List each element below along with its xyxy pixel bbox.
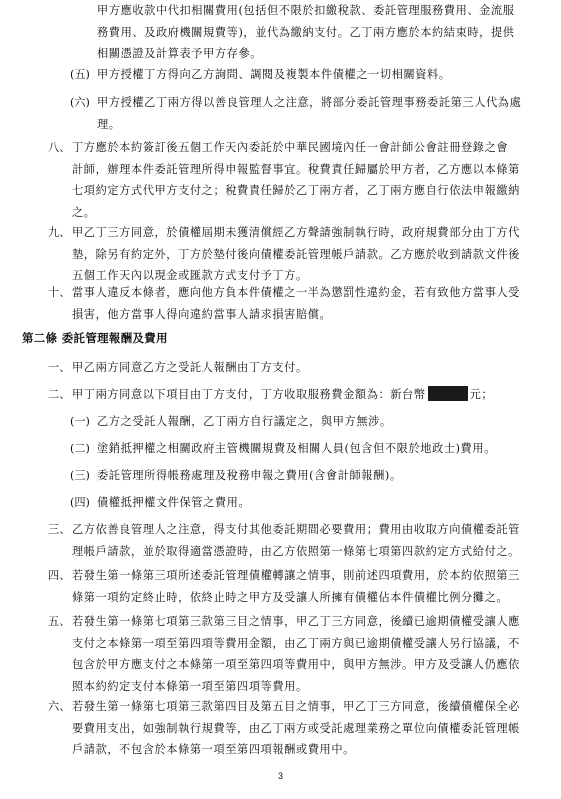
text-line: 包含於甲方應支付之本條第一項至第四項等費用中，與甲方無涉。甲方及受讓人仍應依: [72, 658, 520, 671]
clause-9: [72, 222, 530, 287]
fee-text-before: 甲丁兩方同意以下項目由丁方支付，丁方收取服務費金額為：新台幣: [72, 388, 426, 401]
text-line: 債權抵押權文件保管之費用。: [97, 496, 251, 509]
clause-10: [72, 282, 530, 325]
text-line: 墊，除另有約定外，丁方於墊付後向債權委託管理帳戶請款。乙方應於收到請款文件後: [72, 247, 520, 261]
s2-sub-item-1: [97, 411, 527, 433]
clause-number: 五、: [48, 615, 71, 628]
text-line: [72, 384, 530, 406]
clause-number: 八、: [48, 141, 71, 154]
item-number: (二): [70, 442, 90, 455]
clause-number: 四、: [48, 569, 71, 582]
text-line: 條第一項約定終止時，依終止時之甲方及受讓人所擁有債權佔本件債權比例分攤之。: [72, 590, 509, 604]
text-line: 損害，他方當事人得向違約當事人請求損害賠償。: [72, 307, 332, 321]
page-number: 3: [277, 771, 283, 781]
text-line: 乙方依善良管理人之注意，得支付其他委託期間必要費用；費用由收取方向債權委託管: [72, 523, 520, 536]
s2-clause-3: [72, 519, 530, 562]
clause-number: 二、: [48, 388, 71, 401]
text-line: 當事人違反本條者，應向他方負本件債權之一半為懲罰性違約金，若有致他方當事人受: [72, 286, 520, 299]
fee-text-after: 元；: [469, 388, 494, 401]
text-line: 計師，辦理本件委託管理所得申報監督事宜。稅費責任歸屬於甲方者，乙方應以本條第: [72, 162, 520, 176]
text-line: 甲方應收款中代扣相關費用(包括但不限於扣繳稅款、委託管理服務費用、金流服: [97, 4, 515, 17]
text-line: 若發生第一條第七項第三款第三目之情事，甲乙丁三方同意，後續已逾期債權受讓人應: [72, 615, 520, 628]
text-line: 要費用支出，如強制執行規費等，由乙丁兩方或受託處理業務之單位向債權委託管理帳: [72, 721, 520, 735]
text-line: 五個工作天內以現金或匯款方式支付予丁方。: [72, 269, 308, 282]
text-line: 理。: [97, 117, 121, 131]
text-line: 相關憑證及計算表予甲方存參。: [97, 47, 263, 60]
sub-item-6: [97, 92, 527, 135]
text-line: 甲乙兩方同意乙方之受託人報酬由丁方支付。: [72, 361, 308, 374]
clause-number: 三、: [48, 523, 71, 536]
text-line: 塗銷抵押權之相關政府主管機關規費及相關人員(包含但不限於地政士)費用。: [97, 442, 496, 455]
s2-clause-5: [72, 611, 530, 697]
text-line: 理帳戶請款，並於取得適當憑證時，由乙方依照第一條第七項第四款約定方式給付之。: [72, 544, 520, 558]
clause-number: 十、: [48, 286, 71, 299]
s2-sub-item-3: [97, 465, 527, 487]
clause-number: 六、: [48, 700, 71, 713]
text-line: 之。: [72, 205, 96, 219]
section-heading: 第二條 委託管理報酬及費用: [22, 331, 168, 345]
text-line: 甲乙丁三方同意，於債權屆期未獲清償經乙方聲請強制執行時，政府規費部分由丁方代: [72, 226, 520, 239]
clause-number: 一、: [48, 361, 71, 374]
text-line: 若發生第一條第七項第三款第四目及第五目之情事，甲乙丁三方同意，後續債權保全必: [72, 700, 520, 713]
item-number: (三): [70, 469, 90, 482]
item-number: (五): [70, 68, 90, 81]
text-line: 甲方授權丁方得向乙方詢問、調閱及複製本件債權之一切相關資料。: [97, 68, 451, 81]
s2-sub-item-4: [97, 492, 527, 514]
text-line: 甲方授權乙丁兩方得以善良管理人之注意，將部分委託管理事務委託第三人代為處: [97, 96, 522, 109]
s2-clause-4: [72, 565, 530, 608]
text-line: 支付之本條第一項至第四項等費用金額，由乙丁兩方與已逾期債權受讓人另行協議，不: [72, 636, 520, 650]
s2-clause-1: [72, 357, 530, 379]
text-line: 丁方應於本約簽訂後五個工作天內委託於中華民國境內任一會計師公會註冊登錄之會: [72, 141, 509, 154]
text-line: 若發生第一條第三項所述委託管理債權轉讓之情事，則前述四項費用，於本約依照第三: [72, 569, 520, 582]
s2-sub-item-2: [97, 438, 527, 460]
text-line: 務費用、及政府機關規費等)，並代為繳納支付。乙丁兩方應於本約結束時，提供: [97, 25, 515, 39]
continuation-paragraph: [97, 0, 527, 65]
clause-number: 九、: [48, 226, 71, 239]
item-number: (四): [70, 496, 90, 509]
redacted-amount: [428, 386, 468, 401]
sub-item-5: [97, 64, 527, 86]
s2-clause-6: [72, 696, 530, 761]
text-line: 戶請款，不包含於本條第一項至第四項報酬或費用中。: [72, 743, 355, 756]
clause-8: [72, 137, 530, 223]
item-number: (一): [70, 415, 90, 428]
s2-clause-2: [72, 384, 530, 406]
text-line: 乙方之受託人報酬，乙丁兩方自行議定之，與甲方無涉。: [97, 415, 392, 428]
text-line: 委託管理所得帳務處理及稅務申報之費用(含會計師報酬)。: [97, 469, 402, 482]
text-line: 照本約約定支付本條第一項至第四項等費用。: [72, 679, 308, 693]
item-number: (六): [70, 96, 90, 109]
text-line: 七項約定方式代甲方支付之；稅費責任歸於乙丁兩方者，乙丁兩方應自行依法申報繳納: [72, 184, 520, 197]
